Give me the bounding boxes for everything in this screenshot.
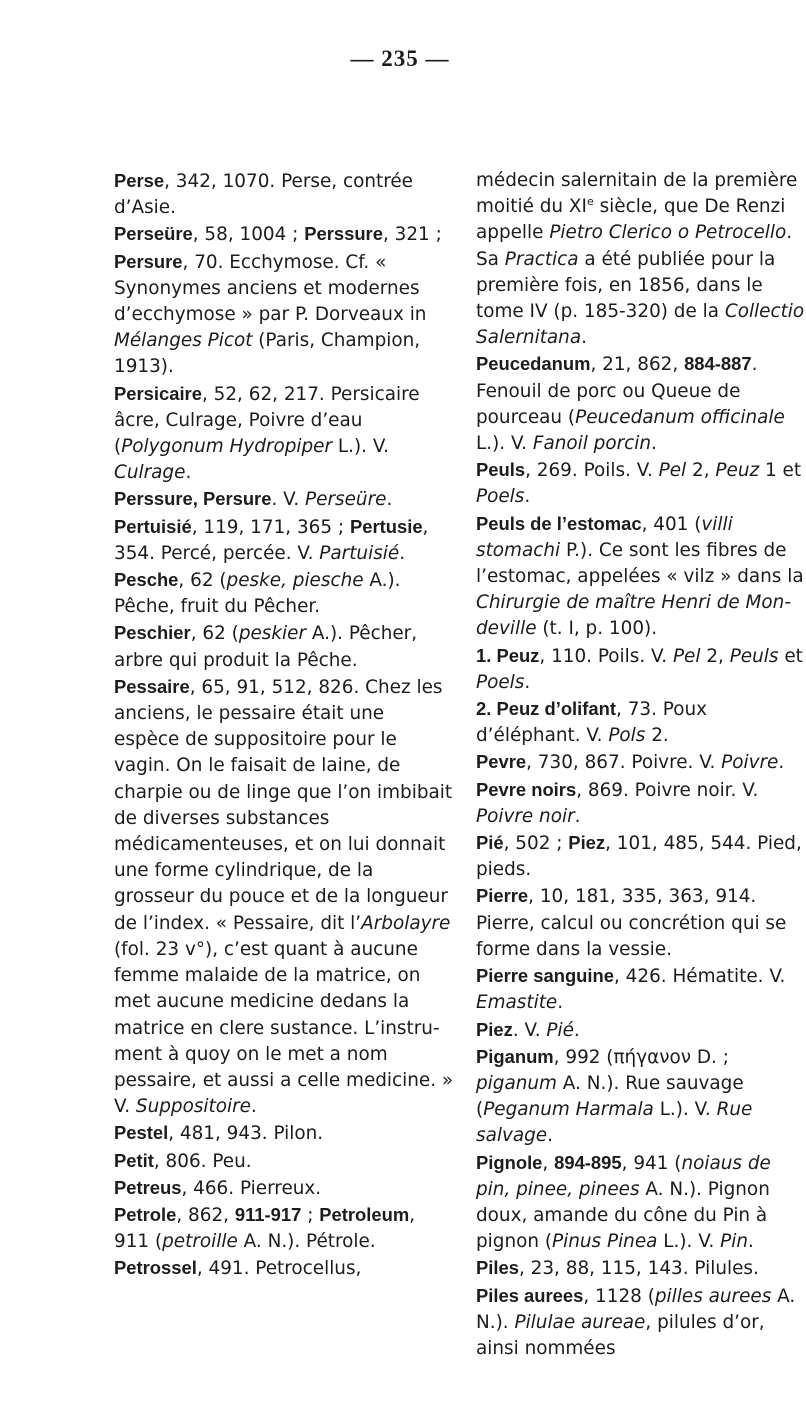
entry-pestel: Pestel, 481, 943. Pilon.: [114, 1122, 324, 1145]
entry-pie: Pié, 502 ; Piez, 101, 485, 544. Pied, pieds.: [476, 832, 802, 881]
entry-piles: Piles, 23, 88, 115, 143. Pilules.: [476, 1257, 759, 1280]
entry-peuls-estomac: Peuls de l’estomac, 401 (villi stomachi P.). Ce sont les fibres de l’estomac, appelées « vilz » dans la Chirurgie de maître Henri de Mondeville (t. I, p. 100).: [476, 512, 804, 640]
right-column: [476, 168, 806, 1362]
entry-pevre-noirs: Pevre noirs, 869. Poivre noir. V. Poivre noir.: [476, 778, 759, 827]
entry-pierre: Pierre, 10, 181, 335, 363, 914. Pierre, calcul ou concrétion qui se forme dans la vessie.: [476, 885, 787, 960]
entry-pevre: Pevre, 730, 867. Poivre. V. Poivre.: [476, 751, 785, 774]
entry-peuls: Peuls, 269. Poils. V. Pel 2, Peuz 1 et Poels.: [476, 459, 802, 508]
entry-pignole: Pignole, 894-895, 941 (noiaus de pin, pinee, pinees A. N.). Pignon doux, amande du cône du Pin à pignon (Pinus Pinea L.). V. Pin.: [476, 1151, 771, 1253]
entry-peuz-1: 1. Peuz, 110. Poils. V. Pel 2, Peuls et Poels.: [476, 644, 803, 693]
entry-peschier: Peschier, 62 (peskier A.). Pêcher, arbre qui produit la Pêche.: [114, 622, 418, 671]
entry-pessaire: Pessaire, 65, 91, 512, 826. Chez les anciens, le pessaire était une espèce de suppositoire pour le vagin. On le faisait de laine, de charpie ou de linge que l’on imbibait de diverses substances médicamenteuses, et on lui donnait une forme cylindrique, de la grosseur du pouce et de la longueur de l’index. « Pessaire, dit l’Arbolayre (fol. 23 v°), c’est quant à aucune femme malaide de la matrice, on met aucune medicine dedans la matrice en clere sustance. L’instrument à quoy on le met a nom pessaire, et aussi a celle medicine. » V. Suppositoire.: [114, 675, 454, 1118]
entry-perse: Perse, 342, 1070. Perse, contrée d’Asie.: [114, 170, 414, 219]
entry-piles-aurees: Piles aurees, 1128 (pilles aurees A. N.). Pilulae aureae, pilules d’or, ainsi nommées: [476, 1284, 796, 1359]
entry-pertuisie: Pertuisié, 119, 171, 365 ; Pertusie, 354. Percé, percée. V. Partuisié.: [114, 515, 429, 564]
entry-petrossel: Petrossel, 491. Petrocellus,: [114, 1257, 362, 1280]
entry-piez: Piez. V. Pié.: [476, 1018, 580, 1041]
entry-petit: Petit, 806. Peu.: [114, 1149, 252, 1172]
page-number: — 235 —: [350, 46, 450, 71]
entry-petrossel-continued: médecin salernitain de la première moitié du XIe siècle, que De Renzi appelle Pietro Clerico o Petrocello. Sa Practica a été publiée pour la première fois, en 1856, dans le tome IV (p. 185-320) de la Collectio Salernitana.: [476, 170, 805, 349]
entry-piganum: Piganum, 992 (πήγανον D. ; piganum A. N.). Rue sauvage (Peganum Harmala L.). V. Rue salvage.: [476, 1045, 753, 1147]
entry-petrole: Petrole, 862, 911-917 ; Petroleum, 911 (petroille A. N.). Pétrole.: [114, 1203, 416, 1253]
entry-pesche: Pesche, 62 (peske, piesche A.). Pêche, fruit du Pêcher.: [114, 569, 401, 618]
entry-pierre-sanguine: Pierre sanguine, 426. Hématite. V. Emastite.: [476, 965, 786, 1014]
entry-persicaire: Persicaire, 52, 62, 217. Persicaire âcre, Culrage, Poivre d’eau (Polygonum Hydropiper L.). V. Culrage.: [114, 382, 420, 484]
entry-perseure: Perseüre, 58, 1004 ; Perssure, 321 ; Persure, 70. Ecchymose. Cf. « Synonymes anciens et modernes d’ecchymose » par P. Dorveaux in Mélanges Picot (Paris, Champion, 1913).: [114, 223, 442, 378]
entry-perssure: Perssure, Persure. V. Perseüre.: [114, 488, 393, 511]
left-column: [114, 168, 454, 1283]
entry-peucedanum: Peucedanum, 21, 862, 884-887. Fenouil de porc ou Queue de pourceau (Peucedanum officinale L.). V. Fanoil porcin.: [476, 353, 785, 455]
entry-petreus: Petreus, 466. Pierreux.: [114, 1176, 322, 1199]
entry-peuz-2: 2. Peuz d’olifant, 73. Poux d’éléphant. V. Pols 2.: [476, 698, 708, 747]
